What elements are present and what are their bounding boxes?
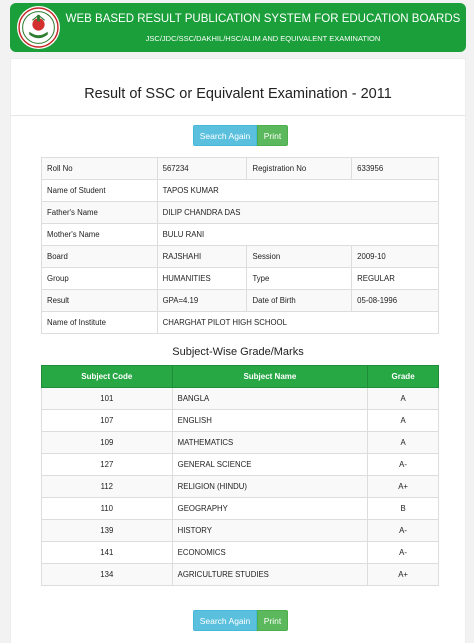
session-value: 2009-10 [352, 246, 439, 268]
print-button[interactable]: Print [257, 125, 288, 146]
subject-code: 110 [42, 498, 173, 520]
subject-grade: A [368, 388, 439, 410]
site-title: WEB BASED RESULT PUBLICATION SYSTEM FOR EDUCATION BOARDS [65, 13, 461, 25]
session-label: Session [247, 246, 352, 268]
group-label: Group [42, 268, 158, 290]
top-button-group [193, 125, 288, 146]
print-button[interactable]: Print [257, 610, 288, 631]
subject-name-header: Subject Name [172, 366, 368, 388]
result-label: Result [42, 290, 158, 312]
subject-grade: A+ [368, 476, 439, 498]
subject-code: 141 [42, 542, 173, 564]
subject-name: RELIGION (HINDU) [172, 476, 368, 498]
subject-name: ECONOMICS [172, 542, 368, 564]
type-label: Type [247, 268, 352, 290]
table-row [42, 520, 439, 542]
board-value: RAJSHAHI [157, 246, 247, 268]
table-row [42, 312, 439, 334]
subject-grade: A [368, 410, 439, 432]
table-row [42, 542, 439, 564]
roll-no-label: Roll No [42, 158, 158, 180]
grades-heading: Subject-Wise Grade/Marks [172, 346, 304, 358]
site-header [10, 3, 466, 52]
subject-code: 127 [42, 454, 173, 476]
divider [11, 115, 465, 116]
page-title: Result of SSC or Equivalent Examination - 2011 [84, 86, 392, 102]
subject-code: 139 [42, 520, 173, 542]
table-row [42, 158, 439, 180]
type-value: REGULAR [352, 268, 439, 290]
roll-no-value: 567234 [157, 158, 247, 180]
student-name-label: Name of Student [42, 180, 158, 202]
result-value: GPA=4.19 [157, 290, 247, 312]
subject-code: 134 [42, 564, 173, 586]
table-row [42, 246, 439, 268]
dob-label: Date of Birth [247, 290, 352, 312]
group-value: HUMANITIES [157, 268, 247, 290]
institute-label: Name of Institute [42, 312, 158, 334]
subject-name: AGRICULTURE STUDIES [172, 564, 368, 586]
table-row [42, 180, 439, 202]
institute-value: CHARGHAT PILOT HIGH SCHOOL [157, 312, 438, 334]
search-again-button[interactable]: Search Again [193, 125, 257, 146]
site-subtitle: JSC/JDC/SSC/DAKHIL/HSC/ALIM AND EQUIVALENT EXAMINATION [145, 34, 381, 43]
table-row [42, 454, 439, 476]
grades-table [41, 365, 439, 586]
grades-header-row [42, 366, 439, 388]
table-row [42, 388, 439, 410]
table-row [42, 268, 439, 290]
subject-name: HISTORY [172, 520, 368, 542]
subject-name: GENERAL SCIENCE [172, 454, 368, 476]
subject-grade: B [368, 498, 439, 520]
result-card [10, 58, 466, 643]
registration-no-label: Registration No [247, 158, 352, 180]
search-again-button[interactable]: Search Again [193, 610, 257, 631]
student-info-table [41, 157, 439, 334]
board-emblem-icon [17, 6, 60, 49]
subject-name: MATHEMATICS [172, 432, 368, 454]
subject-code: 107 [42, 410, 173, 432]
subject-grade: A- [368, 542, 439, 564]
table-row [42, 476, 439, 498]
subject-name: GEOGRAPHY [172, 498, 368, 520]
subject-name: BANGLA [172, 388, 368, 410]
subject-grade: A- [368, 520, 439, 542]
bottom-button-group [193, 610, 288, 631]
father-name-label: Father's Name [42, 202, 158, 224]
registration-no-value: 633956 [352, 158, 439, 180]
subject-code-header: Subject Code [42, 366, 173, 388]
student-name-value: TAPOS KUMAR [157, 180, 438, 202]
table-row [42, 224, 439, 246]
subject-code: 101 [42, 388, 173, 410]
subject-grade: A+ [368, 564, 439, 586]
table-row [42, 564, 439, 586]
board-label: Board [42, 246, 158, 268]
mother-name-value: BULU RANI [157, 224, 438, 246]
subject-grade: A- [368, 454, 439, 476]
father-name-value: DILIP CHANDRA DAS [157, 202, 438, 224]
table-row [42, 432, 439, 454]
table-row [42, 410, 439, 432]
grade-header: Grade [368, 366, 439, 388]
table-row [42, 498, 439, 520]
table-row [42, 290, 439, 312]
table-row [42, 202, 439, 224]
mother-name-label: Mother's Name [42, 224, 158, 246]
subject-code: 109 [42, 432, 173, 454]
subject-code: 112 [42, 476, 173, 498]
subject-name: ENGLISH [172, 410, 368, 432]
subject-grade: A [368, 432, 439, 454]
dob-value: 05-08-1996 [352, 290, 439, 312]
